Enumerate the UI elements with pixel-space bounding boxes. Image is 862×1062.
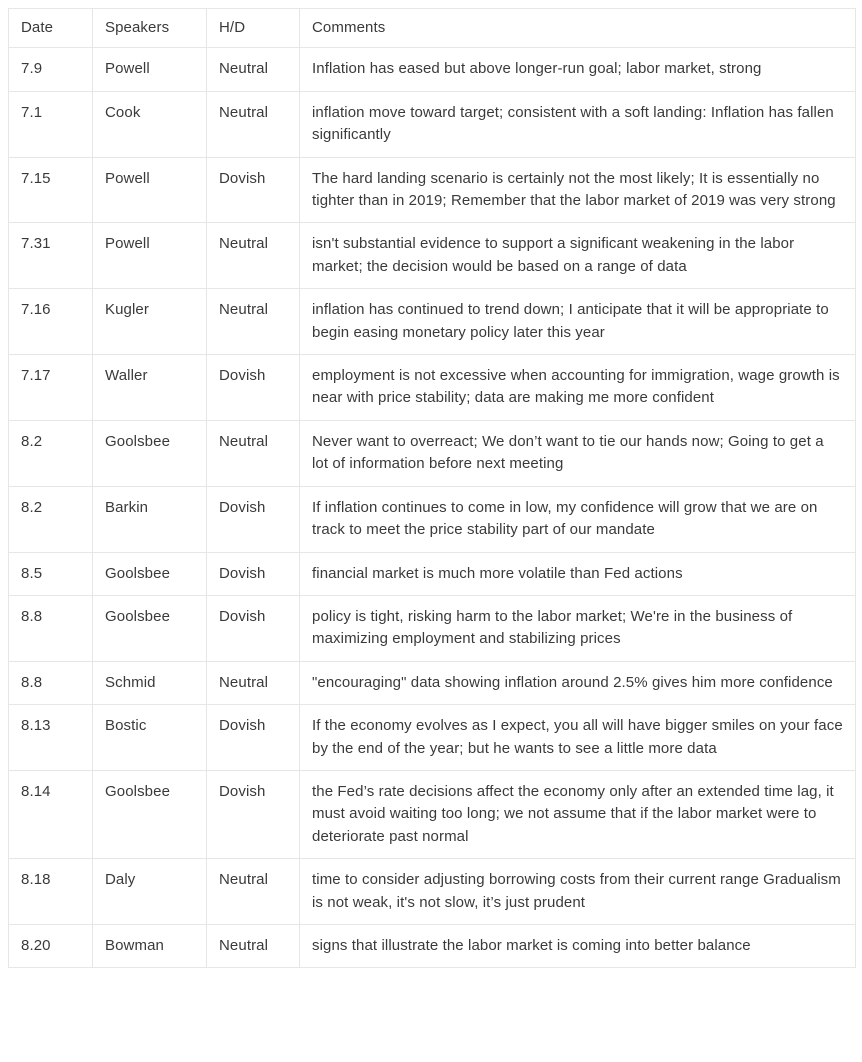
cell-comments: inflation has continued to trend down; I anticipate that it will be appropriate to begin easing monetary policy later this year xyxy=(300,289,856,355)
table-row xyxy=(9,223,856,289)
cell-speaker: Powell xyxy=(93,223,207,289)
cell-comments: policy is tight, risking harm to the labor market; We're in the business of maximizing employment and stabilizing prices xyxy=(300,595,856,661)
cell-date: 8.20 xyxy=(9,924,93,967)
cell-hd: Dovish xyxy=(207,486,300,552)
cell-hd: Dovish xyxy=(207,355,300,421)
cell-hd: Neutral xyxy=(207,661,300,704)
cell-hd: Neutral xyxy=(207,289,300,355)
cell-speaker: Schmid xyxy=(93,661,207,704)
table-header xyxy=(9,9,856,48)
cell-date: 8.5 xyxy=(9,552,93,595)
cell-speaker: Powell xyxy=(93,157,207,223)
cell-hd: Dovish xyxy=(207,595,300,661)
table-row xyxy=(9,486,856,552)
table-row xyxy=(9,48,856,91)
cell-comments: Inflation has eased but above longer-run goal; labor market, strong xyxy=(300,48,856,91)
table-row xyxy=(9,552,856,595)
cell-speaker: Daly xyxy=(93,859,207,925)
cell-date: 7.1 xyxy=(9,91,93,157)
cell-date: 8.2 xyxy=(9,420,93,486)
cell-comments: isn't substantial evidence to support a significant weakening in the labor market; the decision would be based on a range of data xyxy=(300,223,856,289)
cell-comments: If inflation continues to come in low, my confidence will grow that we are on track to meet the price stability part of our mandate xyxy=(300,486,856,552)
cell-date: 8.13 xyxy=(9,705,93,771)
cell-comments: signs that illustrate the labor market is coming into better balance xyxy=(300,924,856,967)
cell-comments: inflation move toward target; consistent with a soft landing: Inflation has fallen significantly xyxy=(300,91,856,157)
cell-hd: Dovish xyxy=(207,770,300,858)
cell-comments: If the economy evolves as I expect, you all will have bigger smiles on your face by the end of the year; but he wants to see a little more data xyxy=(300,705,856,771)
header-row xyxy=(9,9,856,48)
cell-date: 7.15 xyxy=(9,157,93,223)
fed-speakers-table-container xyxy=(8,8,856,968)
table-row xyxy=(9,289,856,355)
cell-speaker: Kugler xyxy=(93,289,207,355)
cell-speaker: Waller xyxy=(93,355,207,421)
cell-date: 7.31 xyxy=(9,223,93,289)
cell-speaker: Goolsbee xyxy=(93,770,207,858)
table-row xyxy=(9,420,856,486)
cell-hd: Neutral xyxy=(207,420,300,486)
cell-comments: The hard landing scenario is certainly not the most likely; It is essentially no tighter than in 2019; Remember that the labor market of 2019 was very strong xyxy=(300,157,856,223)
table-row xyxy=(9,859,856,925)
table-row xyxy=(9,355,856,421)
cell-date: 8.8 xyxy=(9,595,93,661)
table-row xyxy=(9,595,856,661)
cell-comments: the Fed’s rate decisions affect the economy only after an extended time lag, it must avoid waiting too long; we not assume that if the labor market were to deteriorate past normal xyxy=(300,770,856,858)
cell-date: 8.2 xyxy=(9,486,93,552)
cell-comments: "encouraging" data showing inflation around 2.5% gives him more confidence xyxy=(300,661,856,704)
column-header-comments: Comments xyxy=(300,9,856,48)
cell-date: 7.17 xyxy=(9,355,93,421)
cell-speaker: Barkin xyxy=(93,486,207,552)
cell-hd: Neutral xyxy=(207,924,300,967)
column-header-speakers: Speakers xyxy=(93,9,207,48)
cell-comments: employment is not excessive when accounting for immigration, wage growth is near with price stability; data are making me more confident xyxy=(300,355,856,421)
cell-comments: financial market is much more volatile than Fed actions xyxy=(300,552,856,595)
cell-hd: Neutral xyxy=(207,48,300,91)
table-row xyxy=(9,705,856,771)
table-row xyxy=(9,91,856,157)
cell-hd: Neutral xyxy=(207,223,300,289)
cell-speaker: Goolsbee xyxy=(93,552,207,595)
cell-date: 7.16 xyxy=(9,289,93,355)
table-row xyxy=(9,157,856,223)
cell-hd: Dovish xyxy=(207,552,300,595)
cell-hd: Dovish xyxy=(207,157,300,223)
cell-speaker: Cook xyxy=(93,91,207,157)
cell-speaker: Powell xyxy=(93,48,207,91)
cell-date: 8.8 xyxy=(9,661,93,704)
cell-hd: Dovish xyxy=(207,705,300,771)
cell-hd: Neutral xyxy=(207,91,300,157)
cell-date: 8.18 xyxy=(9,859,93,925)
column-header-date: Date xyxy=(9,9,93,48)
fed-speakers-table xyxy=(8,8,856,968)
cell-speaker: Goolsbee xyxy=(93,595,207,661)
cell-comments: Never want to overreact; We don’t want to tie our hands now; Going to get a lot of information before next meeting xyxy=(300,420,856,486)
cell-date: 7.9 xyxy=(9,48,93,91)
table-row xyxy=(9,770,856,858)
table-row xyxy=(9,661,856,704)
cell-date: 8.14 xyxy=(9,770,93,858)
cell-comments: time to consider adjusting borrowing costs from their current range Gradualism is not weak, it's not slow, it’s just prudent xyxy=(300,859,856,925)
column-header-hd: H/D xyxy=(207,9,300,48)
cell-hd: Neutral xyxy=(207,859,300,925)
cell-speaker: Goolsbee xyxy=(93,420,207,486)
table-row xyxy=(9,924,856,967)
table-body xyxy=(9,48,856,968)
cell-speaker: Bowman xyxy=(93,924,207,967)
cell-speaker: Bostic xyxy=(93,705,207,771)
